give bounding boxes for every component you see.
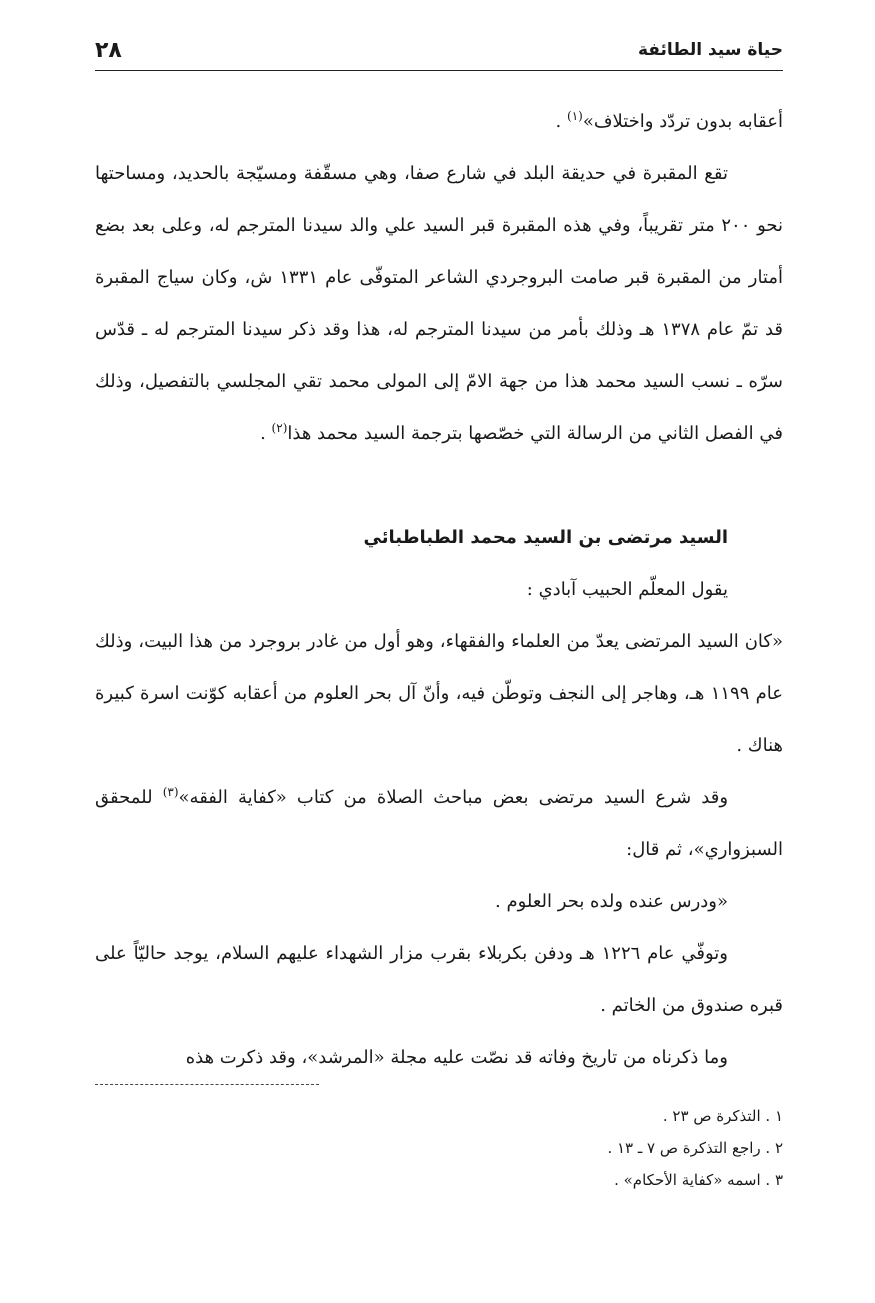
footnote-2: ٢ . راجع التذكرة ص ٧ ـ ١٣ . (607, 1139, 783, 1157)
paragraph-3: يقول المعلّم الحبيب آبادي : (526, 579, 728, 600)
paragraph-4: «كان السيد المرتضى يعدّ من العلماء والفقهاء، وهو أول من غادر بروجرد من هذا البيت، وذلك عام ١١٩٩ هـ، وهاجر إلى النجف وتوطّن فيه، وأنّ آل بحر العلوم من أعقابه كوّنت اسرة كبيرة هناك . (95, 631, 784, 756)
section-heading: السيد مرتضى بن السيد محمد الطباطبائي (363, 527, 728, 548)
footnotes (95, 1100, 783, 1196)
main-text (95, 96, 783, 1084)
footnote-1: ١ . التذكرة ص ٢٣ . (662, 1107, 783, 1125)
paragraph-7: وتوفّي عام ١٢٢٦ هـ ودفن بكربلاء بقرب مزار الشهداء عليهم السلام، يوجد حاليّاً على قبره صندوق من الخاتم . (95, 943, 783, 1016)
page-number: ٢٨ (95, 37, 122, 63)
footnote-ref-3[interactable]: (٣) (162, 785, 179, 799)
footnote-3: ٣ . اسمه «كفاية الأحكام» . (614, 1171, 783, 1189)
footnote-ref-1[interactable]: (١) (567, 109, 583, 123)
book-page (95, 0, 783, 1303)
paragraph-6: «ودرس عنده ولده بحر العلوم . (495, 891, 728, 912)
paragraph-5: وقد شرع السيد مرتضى بعض مباحث الصلاة من كتاب «كفاية الفقه»$^{(٣)}$ للمحقق السبزواري»، ثم قال: (95, 785, 783, 860)
running-title: حياة سيد الطائفة (637, 40, 783, 60)
page-header (95, 30, 783, 71)
paragraph-1: أعقابه بدون تردّد واختلاف»$^{(١)}$ . (555, 109, 783, 132)
footnote-ref-2[interactable]: (٢) (271, 421, 288, 435)
paragraph-2: تقع المقبرة في حديقة البلد في شارع صفا، وهي مسقّفة ومسيّجة بالحديد، ومساحتها نحو ٢٠٠ متر تقريباً، وفي هذه المقبرة قبر السيد علي والد سيدنا المترجم له، وعلى بعد بضع أمتار من المقبرة قبر صامت البروجردي الشاعر المتوفّى عام ١٣٣١ ش، وكان سياج المقبرة قد تمّ عام ١٣٧٨ هـ وذلك بأمر من سيدنا المترجم له، هذا وقد ذكر سيدنا المترجم له ـ قدّس سرّه ـ نسب السيد محمد هذا من جهة الامّ إلى المولى محمد تقي المجلسي بالتفصيل، وذلك في الفصل الثاني من الرسالة التي خصّصها بترجمة السيد محمد هذا$^{(٢)}$ . (95, 163, 784, 444)
footnote-divider (95, 1084, 319, 1085)
paragraph-8: وما ذكرناه من تاريخ وفاته قد نصّت عليه مجلة «المرشد»، وقد ذكرت هذه (185, 1047, 728, 1068)
section-gap (95, 460, 783, 512)
